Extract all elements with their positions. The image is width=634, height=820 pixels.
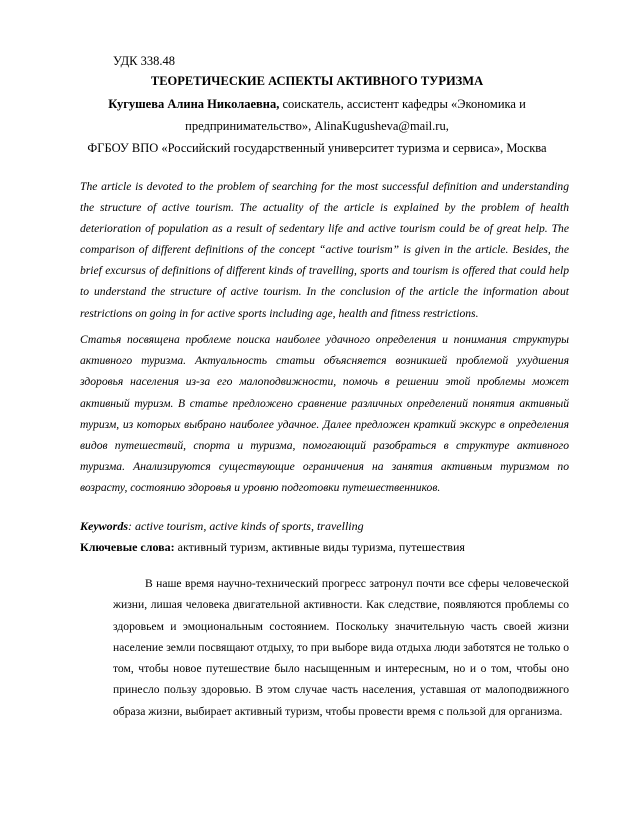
keywords-en-text: : active tourism, active kinds of sports, travelling	[128, 519, 364, 533]
article-title: ТЕОРЕТИЧЕСКИЕ АСПЕКТЫ АКТИВНОГО ТУРИЗМА	[150, 74, 484, 88]
keywords-en-label: Keywords	[80, 519, 128, 533]
keywords-block	[80, 516, 569, 558]
body-paragraph: В наше время научно-технический прогресс затронул почти все сферы человеческой жизни, лишая человека двигательной активности. Как следствие, появляются проблемы со здоровьем и эмоциональным состоянием. Поскольку значительную часть своей жизни население земли посвящают отдыху, то при выборе вида отдыха люди заботятся не только о том, чтобы новое путешествие было насыщенным и интересным, но и о том, чтобы оно принесло пользу здоровью. В этом случае часть населения, уставшая от малоподвижного образа жизни, выбирает активный туризм, чтобы провести время с пользой для организма.	[113, 577, 569, 718]
author-position: соискатель, ассистент кафедры «Экономика и	[279, 97, 526, 111]
keywords-ru-text: активный туризм, активные виды туризма, путешествия	[174, 540, 465, 554]
author-line-2: предпринимательство», AlinaKugusheva@mail.ru,	[185, 119, 449, 133]
keywords-russian	[80, 537, 569, 558]
abstract-russian: Статья посвящена проблеме поиска наиболее удачного определения и понимания структуры активного туризма. Актуальность статьи объясняется возникшей проблемой ухудшения здоровья населения из-за его малоподвижности, помочь в решении этой проблемы может активный туризм. В статье предложено сравнение различных определений понятия активный туризм, из которых выбрано наиболее удачное. Далее предложен краткий экскурс в определения видов путешествий, спорта и туризма, помогающий разобраться в структуре активного туризма. Анализируются существующие ограничения на занятия активным туризмом по возрасту, состоянию здоровья и уровню подготовки путешественников.	[80, 333, 569, 495]
author-block	[60, 93, 574, 159]
keywords-ru-label: Ключевые слова:	[80, 540, 175, 554]
author-line-1	[60, 93, 574, 115]
abstract-english: The article is devoted to the problem of searching for the most successful definition and understanding the structure of active tourism. The actuality of the article is explained by the problem of health deterioration of population as a result of sedentary life and active tourism could be of great help. The comparison of different definitions of the concept “active tourism” is given in the article. Besides, the brief excursus of definitions of different kinds of travelling, sports and tourism is offered that could help to understand the structure of active tourism. In the conclusion of the article the information about restrictions on going in for active sports including age, health and fitness restrictions.	[80, 180, 569, 320]
udc-code: УДК 338.48	[113, 54, 175, 68]
keywords-english	[80, 516, 569, 537]
author-affiliation: ФГБОУ ВПО «Российский государственный университет туризма и сервиса», Москва	[87, 141, 547, 155]
author-name: Кугушева Алина Николаевна,	[108, 97, 280, 111]
